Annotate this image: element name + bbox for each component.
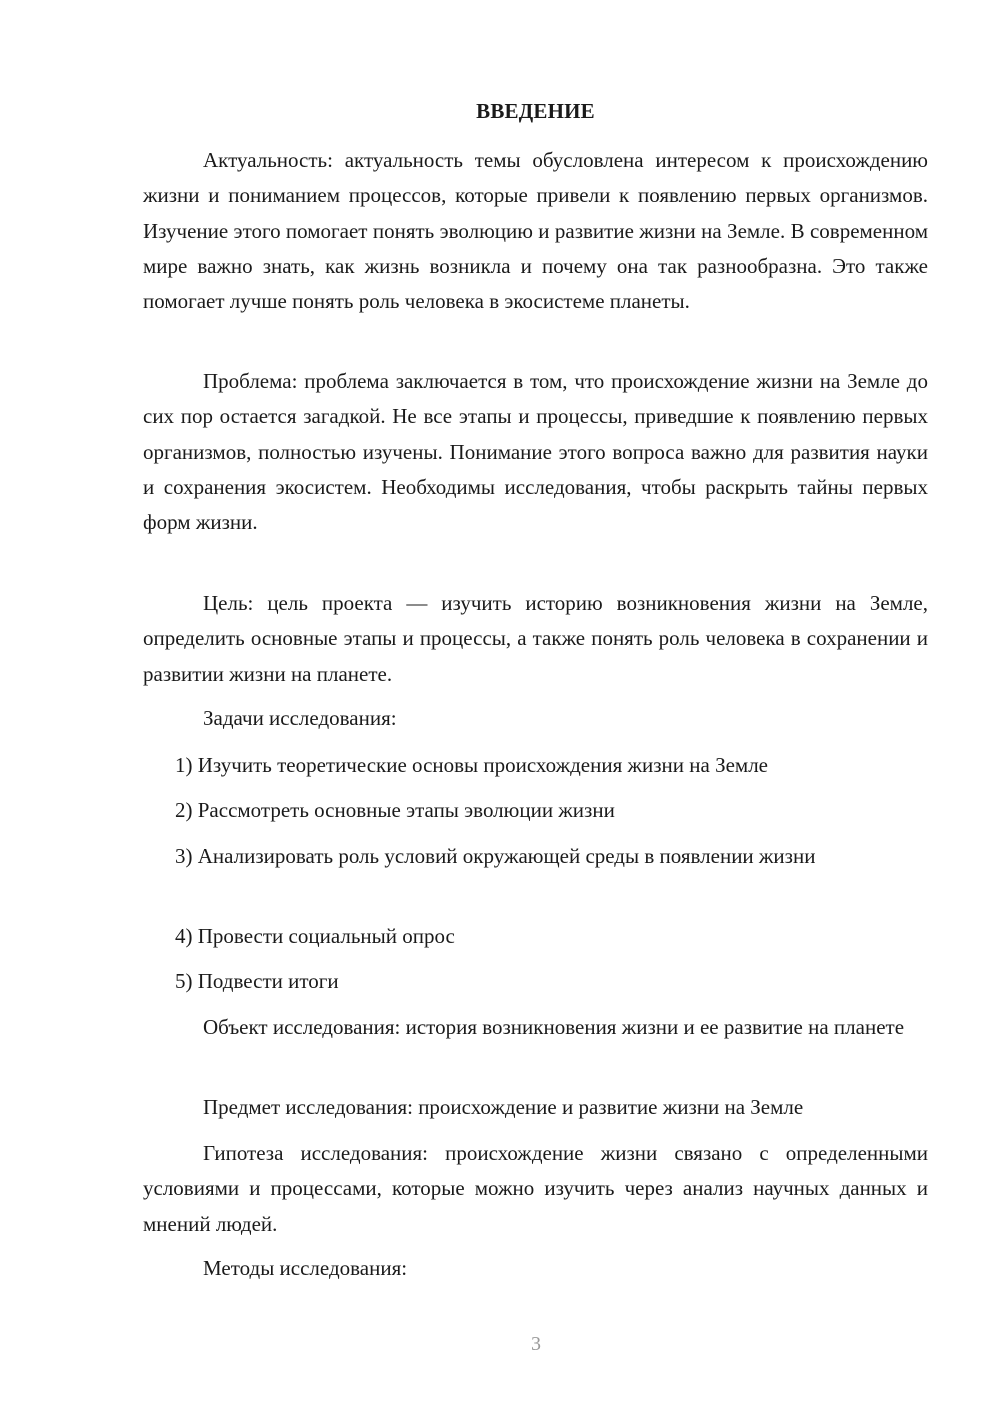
methods-heading: Методы исследования:: [203, 1256, 408, 1280]
section-title: ВВЕДЕНИЕ: [476, 99, 595, 123]
paragraph-hypothesis: Гипотеза исследования: происхождение жизни связано с определенными условиями и процессами, которые можно изучить через анализ научных данных и мнений людей.: [143, 1141, 928, 1236]
task-item: 5) Подвести итоги: [175, 969, 339, 993]
task-item: 3) Анализировать роль условий окружающей среды в появлении жизни: [175, 844, 816, 868]
paragraph-subject: Предмет исследования: происхождение и развитие жизни на Земле: [203, 1095, 804, 1119]
page-number: 3: [531, 1333, 541, 1355]
paragraph-problem: Проблема: проблема заключается в том, что происхождение жизни на Земле до сих пор остается загадкой. Не все этапы и процессы, приведшие к появлению первых организмов, полностью изучены. Понимание этого вопроса важно для развития науки и сохранения экосистем. Необходимы исследования, чтобы раскрыть тайны первых форм жизни.: [143, 369, 928, 535]
task-item: 4) Провести социальный опрос: [175, 924, 455, 948]
task-item: 1) Изучить теоретические основы происхождения жизни на Земле: [175, 753, 769, 777]
paragraph-object: Объект исследования: история возникновения жизни и ее развитие на планете: [203, 1015, 905, 1039]
paragraph-goal: Цель: цель проекта — изучить историю возникновения жизни на Земле, определить основные этапы и процессы, а также понять роль человека в сохранении и развитии жизни на планете.: [143, 591, 928, 686]
task-item: 2) Рассмотреть основные этапы эволюции жизни: [175, 798, 615, 822]
tasks-heading: Задачи исследования:: [203, 706, 397, 730]
paragraph-relevance: Актуальность: актуальность темы обусловлена интересом к происхождению жизни и пониманием процессов, которые привели к появлению первых организмов. Изучение этого помогает понять эволюцию и развитие жизни на Земле. В современном мире важно знать, как жизнь возникла и почему она так разнообразна. Это также помогает лучше понять роль человека в экосистеме планеты.: [143, 148, 928, 314]
